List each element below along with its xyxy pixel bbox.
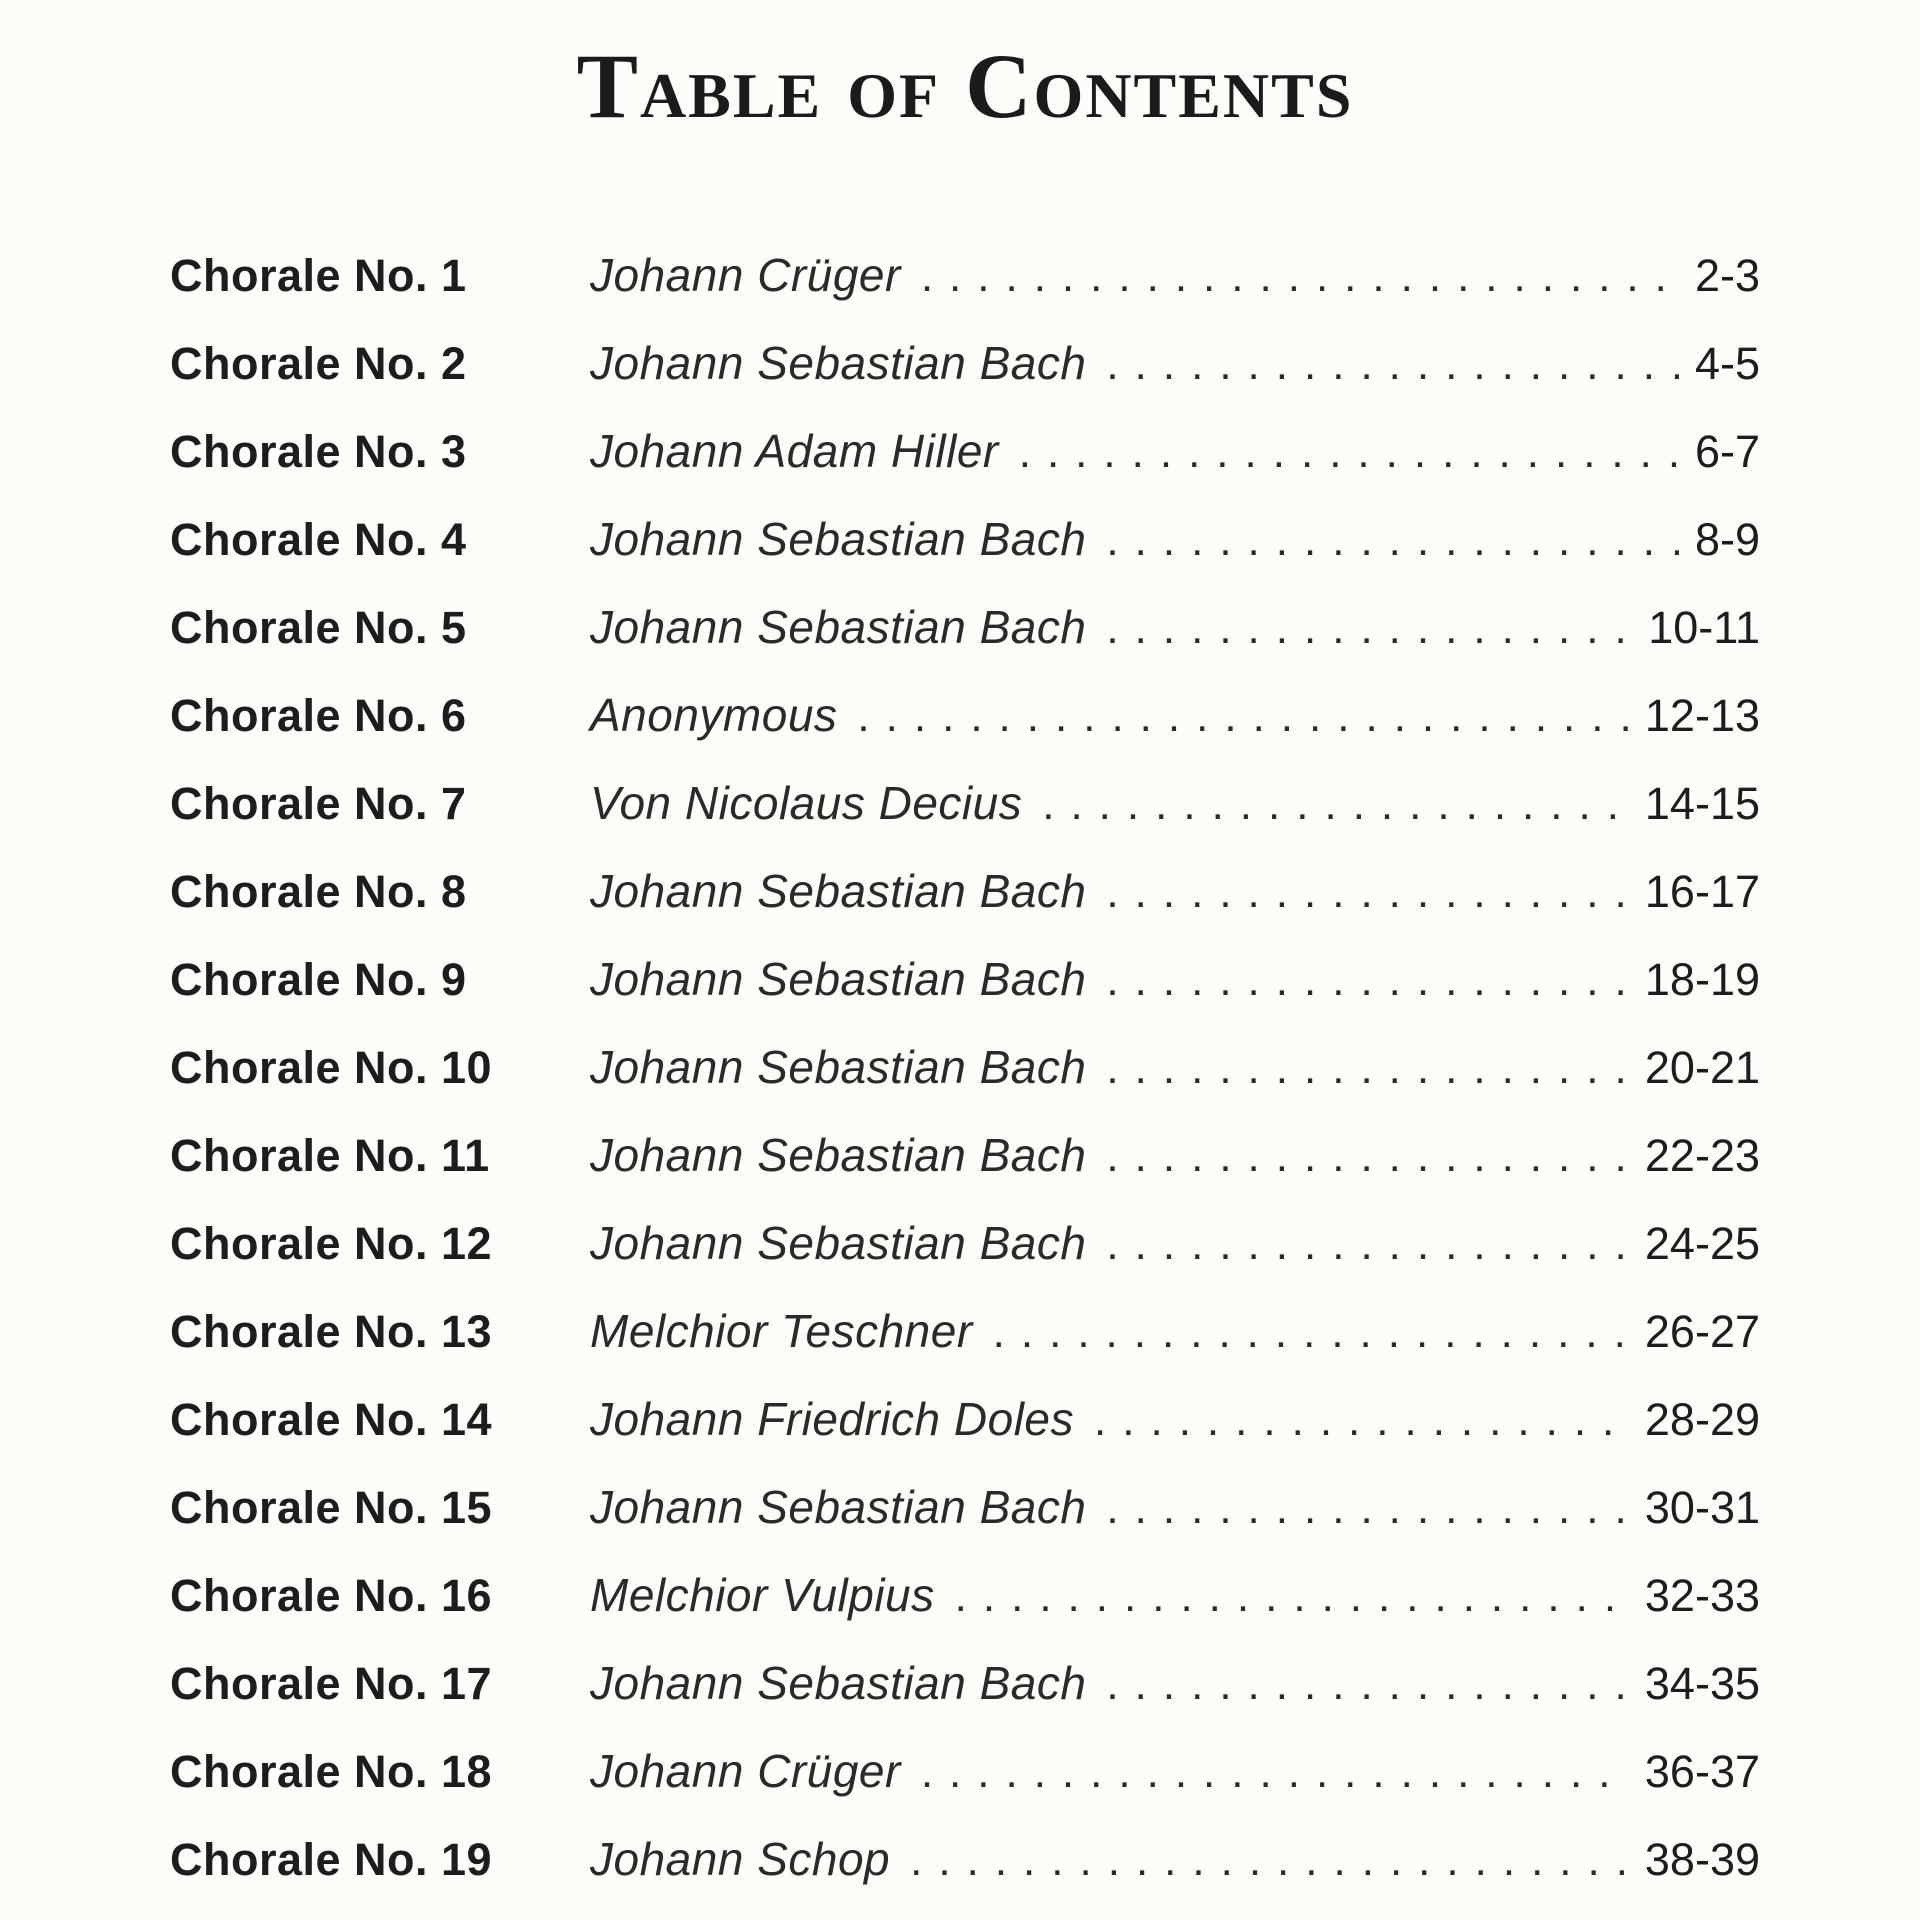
toc-row [170, 583, 1760, 671]
page-range: 22-23 [1644, 1129, 1760, 1181]
composer-name: Melchior Vulpius [590, 1568, 935, 1621]
composer-name: Johann Sebastian Bach [590, 600, 1087, 653]
toc-row [170, 1639, 1760, 1727]
page-range: 14-15 [1644, 777, 1760, 829]
chorale-label: Chorale No. 1 [170, 249, 467, 301]
page-range: 20-21 [1644, 1041, 1760, 1093]
composer-name: Johann Sebastian Bach [590, 952, 1087, 1005]
toc-row [170, 1111, 1760, 1199]
dot-leader [910, 1817, 1629, 1905]
composer-name: Johann Sebastian Bach [590, 1040, 1087, 1093]
dot-leader [1106, 1113, 1628, 1201]
composer-name: Johann Sebastian Bach [590, 336, 1087, 389]
page-range: 10-11 [1648, 601, 1760, 653]
chorale-label: Chorale No. 2 [170, 337, 467, 389]
chorale-label: Chorale No. 6 [170, 689, 467, 741]
page-range: 34-35 [1644, 1657, 1760, 1709]
dot-leader [1019, 409, 1679, 497]
dot-leader [1106, 321, 1679, 409]
composer-name: Johann Sebastian Bach [590, 1128, 1087, 1181]
toc-row [170, 935, 1760, 1023]
chorale-label: Chorale No. 9 [170, 953, 467, 1005]
page-range: 2-3 [1694, 249, 1760, 301]
chorale-label: Chorale No. 7 [170, 777, 467, 829]
page-range: 38-39 [1644, 1833, 1760, 1885]
composer-name: Melchior Teschner [590, 1304, 973, 1357]
toc-row [170, 1375, 1760, 1463]
toc-list [170, 231, 1760, 1903]
dot-leader [1106, 585, 1632, 673]
toc-row [170, 759, 1760, 847]
page-range: 28-29 [1644, 1393, 1760, 1445]
page-range: 16-17 [1644, 865, 1760, 917]
dot-leader [1106, 1465, 1628, 1553]
dot-leader [857, 673, 1628, 761]
composer-name: Johann Sebastian Bach [590, 1216, 1087, 1269]
toc-row [170, 671, 1760, 759]
toc-row [170, 1023, 1760, 1111]
page-range: 6-7 [1694, 425, 1760, 477]
composer-name: Johann Crüger [590, 248, 901, 301]
chorale-label: Chorale No. 11 [170, 1129, 490, 1181]
composer-name: Johann Crüger [590, 1744, 901, 1797]
composer-name: Von Nicolaus Decius [590, 776, 1023, 829]
composer-name: Johann Sebastian Bach [590, 1480, 1087, 1533]
chorale-label: Chorale No. 13 [170, 1305, 493, 1357]
composer-name: Johann Adam Hiller [590, 424, 999, 477]
composer-name: Johann Friedrich Doles [590, 1392, 1075, 1445]
composer-name: Johann Schop [590, 1832, 891, 1885]
chorale-label: Chorale No. 3 [170, 425, 467, 477]
toc-row [170, 231, 1760, 319]
page-title: Table of Contents [576, 35, 1354, 137]
dot-leader [955, 1553, 1629, 1641]
toc-row [170, 1463, 1760, 1551]
chorale-label: Chorale No. 16 [170, 1569, 493, 1621]
chorale-label: Chorale No. 19 [170, 1833, 493, 1885]
chorale-label: Chorale No. 10 [170, 1041, 493, 1093]
chorale-label: Chorale No. 4 [170, 513, 467, 565]
toc-row [170, 1815, 1760, 1903]
toc-row [170, 495, 1760, 583]
dot-leader [1106, 497, 1679, 585]
composer-name: Johann Sebastian Bach [590, 512, 1087, 565]
page-range: 8-9 [1694, 513, 1760, 565]
page-range: 18-19 [1644, 953, 1760, 1005]
page-range: 4-5 [1694, 337, 1760, 389]
chorale-label: Chorale No. 12 [170, 1217, 493, 1269]
chorale-label: Chorale No. 5 [170, 601, 467, 653]
page-range: 36-37 [1644, 1745, 1760, 1797]
toc-row [170, 1551, 1760, 1639]
chorale-label: Chorale No. 14 [170, 1393, 493, 1445]
dot-leader [1106, 937, 1628, 1025]
dot-leader [1094, 1377, 1629, 1465]
dot-leader [1106, 849, 1628, 937]
toc-row [170, 847, 1760, 935]
chorale-label: Chorale No. 18 [170, 1745, 493, 1797]
page-range: 26-27 [1644, 1305, 1760, 1357]
toc-row [170, 319, 1760, 407]
chorale-label: Chorale No. 17 [170, 1657, 493, 1709]
dot-leader [1106, 1025, 1628, 1113]
composer-name: Johann Sebastian Bach [590, 1656, 1087, 1709]
page-range: 32-33 [1644, 1569, 1760, 1621]
dot-leader [921, 1729, 1629, 1817]
composer-name: Anonymous [590, 688, 838, 741]
dot-leader [993, 1289, 1629, 1377]
toc-row [170, 1727, 1760, 1815]
page-range: 30-31 [1644, 1481, 1760, 1533]
dot-leader [1106, 1641, 1628, 1729]
chorale-label: Chorale No. 8 [170, 865, 467, 917]
page-range: 24-25 [1644, 1217, 1760, 1269]
dot-leader [1042, 761, 1629, 849]
composer-name: Johann Sebastian Bach [590, 864, 1087, 917]
chorale-label: Chorale No. 15 [170, 1481, 493, 1533]
toc-row [170, 1287, 1760, 1375]
dot-leader [921, 233, 1679, 321]
toc-row [170, 1199, 1760, 1287]
toc-row [170, 407, 1760, 495]
page-range: 12-13 [1644, 689, 1760, 741]
dot-leader [1106, 1201, 1628, 1289]
